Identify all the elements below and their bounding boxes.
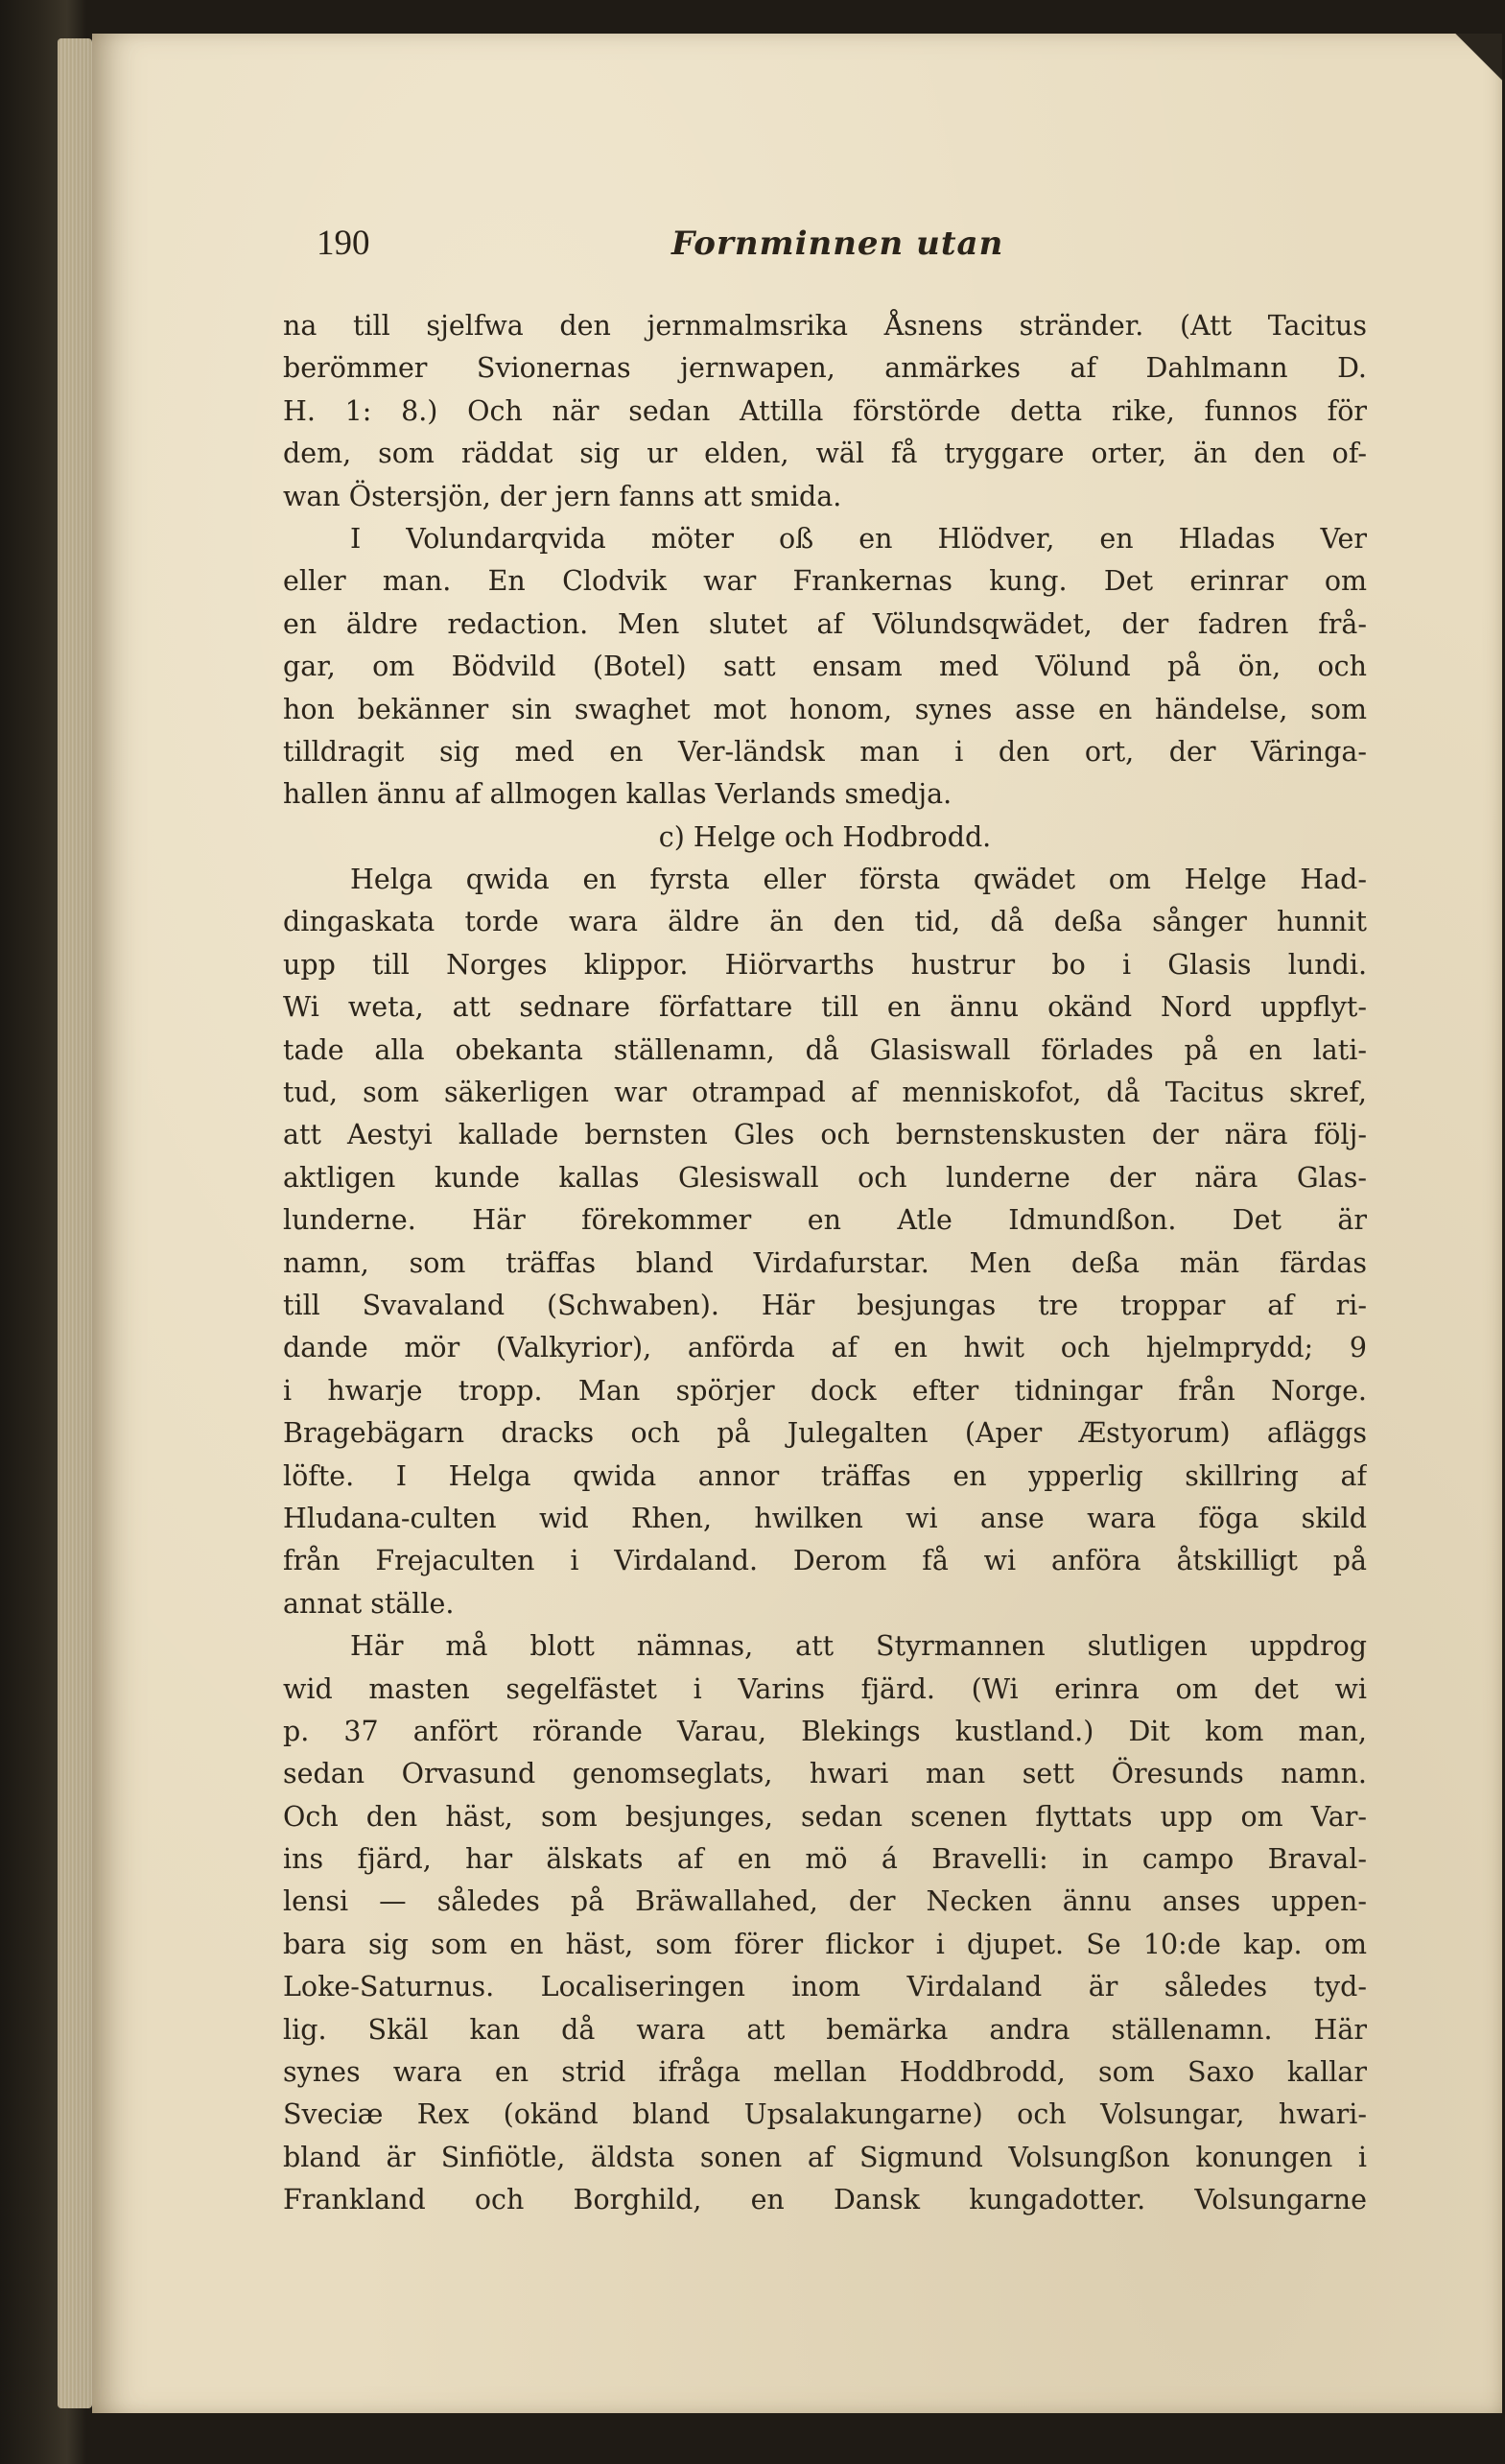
body-text <box>283 305 1367 2222</box>
text-line: wan Östersjön, der jern fanns att smida. <box>283 480 842 512</box>
text-line: Helga qwida en fyrsta eller första qwädet om Helge Had- <box>350 864 1367 896</box>
text-line: lensi — således på Bräwallahed, der Necken ännu anses uppen- <box>283 1885 1367 1918</box>
page-number: 190 <box>317 224 370 263</box>
running-head: Fornminnen utan <box>671 225 1004 263</box>
text-line: gar, om Bödvild (Botel) satt ensam med Völund på ön, och <box>283 651 1367 683</box>
text-line: aktligen kunde kallas Glesiswall och lunderne der nära Glas- <box>283 1161 1367 1194</box>
text-line: upp till Norges klippor. Hiörvarths hustrur bo i Glasis lundi. <box>283 948 1367 981</box>
text-line: Hludana-culten wid Rhen, hwilken wi anse wara föga skild <box>283 1502 1367 1534</box>
text-line: namn, som träffas bland Virdafurstar. Men deßa män färdas <box>283 1246 1367 1279</box>
text-line: lig. Skäl kan då wara att bemärka andra ställenamn. Här <box>283 2013 1367 2046</box>
text-line: Bragebägarn dracks och på Julegalten (Aper Æstyorum) afläggs <box>283 1417 1367 1450</box>
book-page-edges <box>58 38 92 2408</box>
scan-corner <box>1445 34 1502 91</box>
section-heading: c) Helge och Hodbrodd. <box>658 820 992 853</box>
text-line: en äldre redaction. Men slutet af Völundsqwädet, der fadren frå- <box>283 607 1367 640</box>
text-line: wid masten segelfästet i Varins fjärd. (Wi erinra om det wi <box>283 1672 1367 1705</box>
text-line: Wi weta, att sednare författare till en ännu okänd Nord uppflyt- <box>283 991 1367 1024</box>
text-line: annat ställe. <box>283 1587 455 1620</box>
text-line: p. 37 anfört rörande Varau, Blekings kustland.) Dit kom man, <box>283 1715 1367 1747</box>
text-line: hon bekänner sin swaghet mot honom, synes asse en händelse, som <box>283 693 1367 725</box>
text-line: I Volundarqvida möter oß en Hlödver, en Hladas Ver <box>350 522 1367 555</box>
text-line: sedan Orvasund genomseglats, hwari man sett Öresunds namn. <box>283 1758 1367 1790</box>
text-line: lunderne. Här förekommer en Atle Idmundßon. Det är <box>283 1204 1367 1237</box>
text-line: berömmer Svionernas jernwapen, anmärkes af Dahlmann D. <box>283 352 1367 385</box>
text-line: tilldragit sig med en Ver-ländsk man i den ort, der Väringa- <box>283 735 1367 768</box>
text-line: dingaskata torde wara äldre än den tid, då deßa sånger hunnit <box>283 906 1367 938</box>
text-line: dande mör (Valkyrior), anförda af en hwit och hjelmprydd; 9 <box>283 1332 1367 1364</box>
text-line: i hwarje tropp. Man spörjer dock efter tidningar från Norge. <box>283 1374 1367 1407</box>
text-line: att Aestyi kallade bernsten Gles och bernstenskusten der nära följ- <box>283 1119 1367 1151</box>
text-line: Här må blott nämnas, att Styrmannen slutligen uppdrog <box>350 1630 1367 1663</box>
text-line: Och den häst, som besjunges, sedan scenen flyttats upp om Var- <box>283 1800 1367 1833</box>
text-line: Sveciæ Rex (okänd bland Upsalakungarne) och Volsungar, hwari- <box>283 2098 1367 2131</box>
text-line: tud, som säkerligen war otrampad af menniskofot, då Tacitus skref, <box>283 1077 1367 1109</box>
text-line: löfte. I Helga qwida annor träffas en ypperlig skillring af <box>283 1459 1367 1492</box>
text-line: från Frejaculten i Virdaland. Derom få wi anföra åtskilligt på <box>283 1545 1367 1577</box>
text-line: H. 1: 8.) Och när sedan Attilla förstörde detta rike, funnos för <box>283 394 1367 427</box>
text-line: bland är Sinfiötle, äldsta sonen af Sigmund Volsungßon konungen i <box>283 2141 1367 2173</box>
text-line: na till sjelfwa den jernmalmsrika Åsnens stränder. (Att Tacitus <box>283 310 1367 342</box>
text-line: till Svavaland (Schwaben). Här besjungas tre troppar af ri- <box>283 1289 1367 1321</box>
text-line: eller man. En Clodvik war Frankernas kung. Det erinrar om <box>283 565 1367 598</box>
text-line: bara sig som en häst, som förer flickor i djupet. Se 10:de kap. om <box>283 1928 1367 1960</box>
text-line: tade alla obekanta ställenamn, då Glasiswall förlades på en lati- <box>283 1033 1367 1066</box>
page-header <box>317 223 1372 280</box>
text-line: Loke-Saturnus. Localiseringen inom Virdaland är således tyd- <box>283 1971 1367 2003</box>
text-line: Frankland och Borghild, en Dansk kungadotter. Volsungarne <box>283 2184 1367 2216</box>
text-line: hallen ännu af allmogen kallas Verlands smedja. <box>283 778 952 811</box>
text-line: ins fjärd, har älskats af en mö á Bravelli: in campo Braval- <box>283 1843 1367 1876</box>
text-line: dem, som räddat sig ur elden, wäl få tryggare orter, än den of- <box>283 438 1367 470</box>
text-line: synes wara en strid ifråga mellan Hoddbrodd, som Saxo kallar <box>283 2056 1367 2089</box>
